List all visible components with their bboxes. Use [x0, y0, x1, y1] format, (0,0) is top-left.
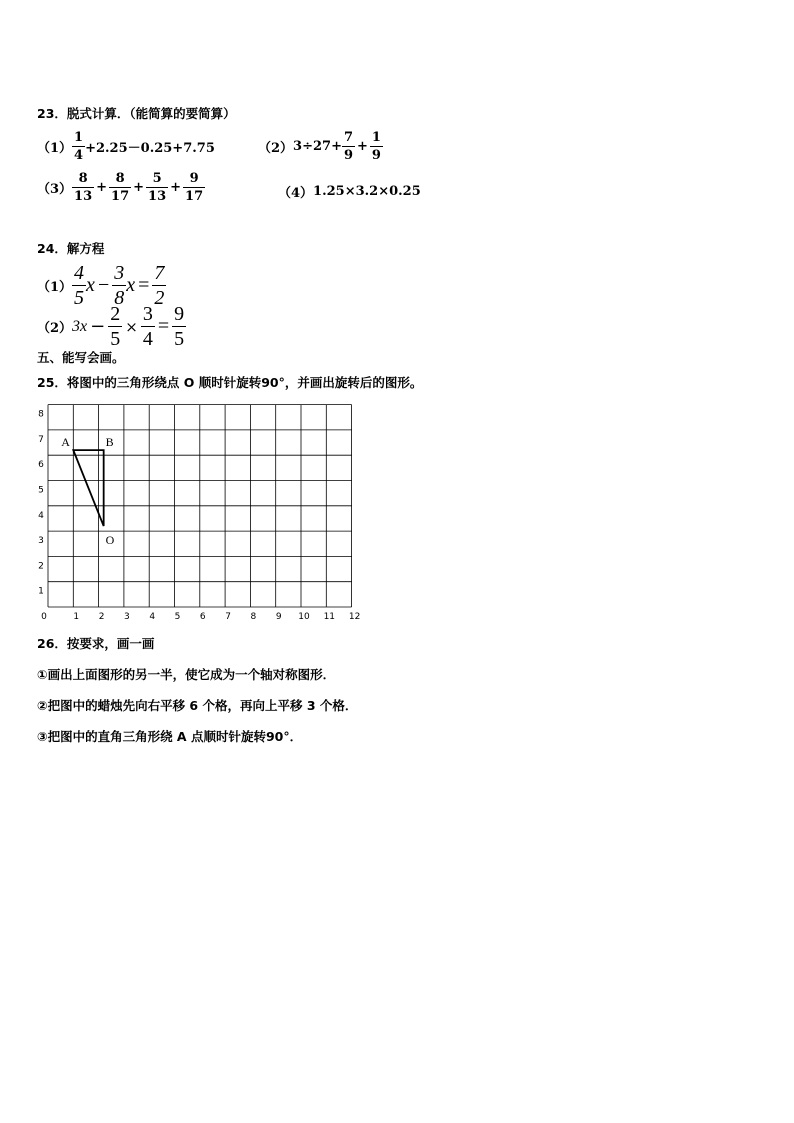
- axis-labels: [38, 410, 360, 622]
- section5-title: 五、能写会画。: [37, 350, 125, 365]
- q24-e2-fraction2: $\frac{3}{4}$: [142, 303, 153, 350]
- triangle-layer: [61, 435, 114, 547]
- point-label-A: A: [61, 435, 70, 450]
- q26-item-3: ③把图中的直角三角形绕 A 点顺时针旋转90°．: [37, 729, 303, 744]
- q24-e2-pre: 3x: [72, 317, 88, 335]
- q23-part2: [258, 131, 383, 162]
- q24-e1-x2: x: [126, 274, 136, 296]
- y-tick-label: 4: [38, 510, 44, 521]
- x-tick-label: 5: [174, 612, 181, 622]
- q23-part1: [37, 131, 215, 162]
- q24-equation1: [37, 263, 166, 308]
- q23-p3-plus3: +: [170, 180, 182, 195]
- x-tick-label: 10: [298, 612, 310, 622]
- q23-part3: [37, 172, 205, 203]
- y-tick-label: 3: [38, 536, 44, 547]
- x-tick-label: 4: [149, 612, 156, 622]
- q24-e1-label: （1）: [37, 280, 73, 295]
- q24-e2-times: ×: [125, 317, 138, 336]
- q24-e1-equals: =: [138, 274, 150, 296]
- q23-p2-pre: 3÷27+: [293, 139, 342, 154]
- y-tick-label: 2: [38, 561, 44, 572]
- q24-e2-equals: =: [157, 315, 170, 337]
- q23-p1-rest: +2.25－0.25+7.75: [85, 141, 215, 156]
- q26-item-2: ②把图中的蜡烛先向右平移 6 个格，再向上平移 3 个格．: [37, 698, 358, 713]
- q23-p3-fraction2: $\frac{8}{17}$: [111, 171, 130, 204]
- y-tick-label: 1: [38, 586, 44, 597]
- q24-e1-fraction2: $\frac{3}{8}$: [114, 262, 125, 309]
- q24-e2-fraction1: $\frac{2}{5}$: [110, 303, 121, 350]
- q24-e2-label: （2）: [37, 321, 73, 336]
- q24-title: 24．解方程: [37, 241, 105, 256]
- q26-title: 26．按要求，画一画: [37, 636, 155, 651]
- x-tick-label: 2: [98, 612, 105, 622]
- x-tick-label: 0: [41, 612, 47, 622]
- q23-p2-label: （2）: [258, 141, 294, 156]
- grid-lines: [48, 405, 352, 607]
- q24-equation2: [37, 304, 186, 349]
- q23-p3-fraction1: $\frac{8}{13}$: [74, 171, 93, 204]
- q23-p3-fraction4: $\frac{9}{17}$: [185, 171, 204, 204]
- q23-p3-plus2: +: [133, 180, 145, 195]
- x-tick-label: 7: [225, 612, 231, 622]
- q23-p2-plus: +: [357, 139, 368, 154]
- y-tick-label: 5: [38, 485, 44, 496]
- q23-p3-label: （3）: [37, 182, 73, 197]
- x-tick-label: 11: [323, 612, 336, 622]
- rotation-grid: [34, 402, 364, 622]
- q24-e1-fraction3: $\frac{7}{2}$: [154, 262, 165, 309]
- y-tick-label: 7: [38, 434, 44, 445]
- y-tick-label: 8: [38, 409, 44, 420]
- x-tick-label: 9: [275, 612, 282, 622]
- q24-e1-minus: −: [97, 274, 110, 296]
- q26-item-1: ①画出上面图形的另一半，使它成为一个轴对称图形．: [37, 667, 336, 682]
- triangle-ABO: [73, 450, 103, 526]
- point-label-O: O: [105, 533, 115, 548]
- q23-p4-label: （4）: [278, 186, 314, 201]
- q23-p2-fraction1: $\frac{7}{9}$: [343, 130, 354, 163]
- q24-e1-fraction1: $\frac{4}{5}$: [74, 262, 85, 309]
- x-tick-label: 1: [73, 612, 80, 622]
- x-tick-label: 3: [124, 612, 130, 622]
- x-tick-label: 12: [348, 612, 361, 622]
- x-tick-label: 8: [250, 612, 257, 622]
- q23-p4-expr: 1.25×3.2×0.25: [313, 184, 421, 199]
- x-tick-label: 6: [199, 612, 206, 622]
- q24-e2-minus: −: [90, 316, 106, 337]
- q23-p3-fraction3: $\frac{5}{13}$: [148, 171, 167, 204]
- q25-title: 25．将图中的三角形绕点 O 顺时针旋转90°，并画出旋转后的图形。: [37, 375, 423, 390]
- q24-e1-x1: x: [86, 274, 95, 296]
- q23-p1-fraction: $\frac{1}{4}$: [74, 130, 84, 163]
- q23-part4: [278, 182, 421, 201]
- q23-p3-plus1: +: [96, 180, 108, 195]
- q24-e2-fraction3: $\frac{9}{5}$: [174, 303, 185, 350]
- y-tick-label: 6: [38, 460, 44, 471]
- q23-p1-label: （1）: [37, 141, 73, 156]
- q23-p2-fraction2: $\frac{1}{9}$: [371, 130, 381, 163]
- q23-title: 23．脱式计算．（能简算的要简算）: [37, 106, 236, 121]
- point-label-B: B: [105, 435, 114, 450]
